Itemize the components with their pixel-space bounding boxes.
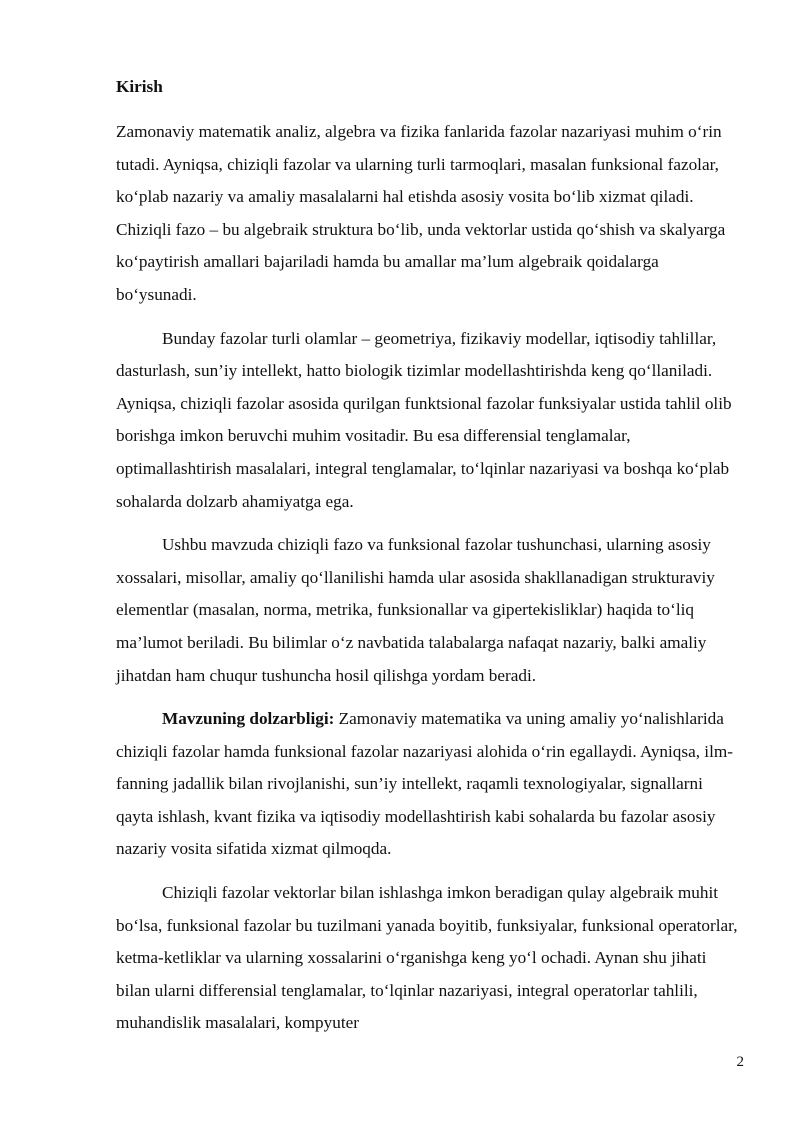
relevance-label: Mavzuning dolzarbligi: bbox=[162, 709, 335, 729]
page-number: 2 bbox=[736, 1054, 744, 1070]
paragraph-relevance bbox=[116, 703, 740, 866]
paragraph-intro: Zamonaviy matematik analiz, algebra va fizika fanlarida fazolar nazariyasi muhim o‘rin tutadi. Ayniqsa, chiziqli fazolar va ularning turli tarmoqlari, masalan funksional fazolar, ko‘plab nazariy va amaliy masalalarni hal etishda asosiy vosita bo‘lib xizmat qiladi. Chiziqli fazo – bu algebraik struktura bo‘lib, unda vektorlar ustida qo‘shish va skalyarga ko‘paytirish amallari bajariladi hamda bu amallar ma’lum algebraik qoidalarga bo‘ysunadi. bbox=[116, 122, 726, 304]
paragraph-applications: Bunday fazolar turli olamlar – geometriya, fizikaviy modellar, iqtisodiy tahlillar, dasturlash, sun’iy intellekt, hatto biologik tizimlar modellashtirishda keng qo‘llaniladi. Ayniqsa, chiziqli fazolar asosida qurilgan funktsional fazolar funksiyalar ustida tahlil olib borishga imkon beruvchi muhim vositadir. Bu esa differensial tenglamalar, optimallashtirish masalalari, integral tenglamalar, to‘lqinlar nazariyasi va boshqa ko‘plab sohalarda dolzarb ahamiyatga ega. bbox=[116, 328, 732, 511]
paragraph-topic-overview: Ushbu mavzuda chiziqli fazo va funksional fazolar tushunchasi, ularning asosiy xossalari, misollar, amaliy qo‘llanilishi hamda ular asosida shakllanadigan strukturaviy elementlar (masalan, norma, metrika, funksionallar va gipertekisliklar) haqida to‘liq ma’lumot beriladi. Bu bilimlar o‘z navbatida talabalarga nafaqat nazariy, balki amaliy jihatdan ham chuqur tushuncha hosil qilishga yordam beradi. bbox=[116, 535, 715, 685]
page-content bbox=[116, 74, 740, 1040]
relevance-text: Zamonaviy matematika va uning amaliy yo‘nalishlarida chiziqli fazolar hamda funksional fazolar nazariyasi alohida o‘rin egallaydi. Ayniqsa, ilm-fanning jadallik bilan rivojlanishi, sun’iy intellekt, raqamli texnologiyalar, signallarni qayta ishlash, kvant fizika va iqtisodiy modellashtirish kabi sohalarda bu fazolar asosiy nazariy vosita sifatida xizmat qilmoqda. bbox=[116, 709, 733, 859]
paragraph-functional-spaces: Chiziqli fazolar vektorlar bilan ishlashga imkon beradigan qulay algebraik muhit bo‘lsa, funksional fazolar bu tuzilmani yanada boyitib, funksiyalar, funksional operatorlar, ketma-ketliklar va ularning xossalarini o‘rganishga keng yo‘l ochadi. Aynan shu jihati bilan ularni differensial tenglamalar, to‘lqinlar nazariyasi, integral operatorlar tahlili, muhandislik masalalari, kompyuter bbox=[116, 883, 738, 1033]
section-heading: Kirish bbox=[116, 77, 163, 96]
